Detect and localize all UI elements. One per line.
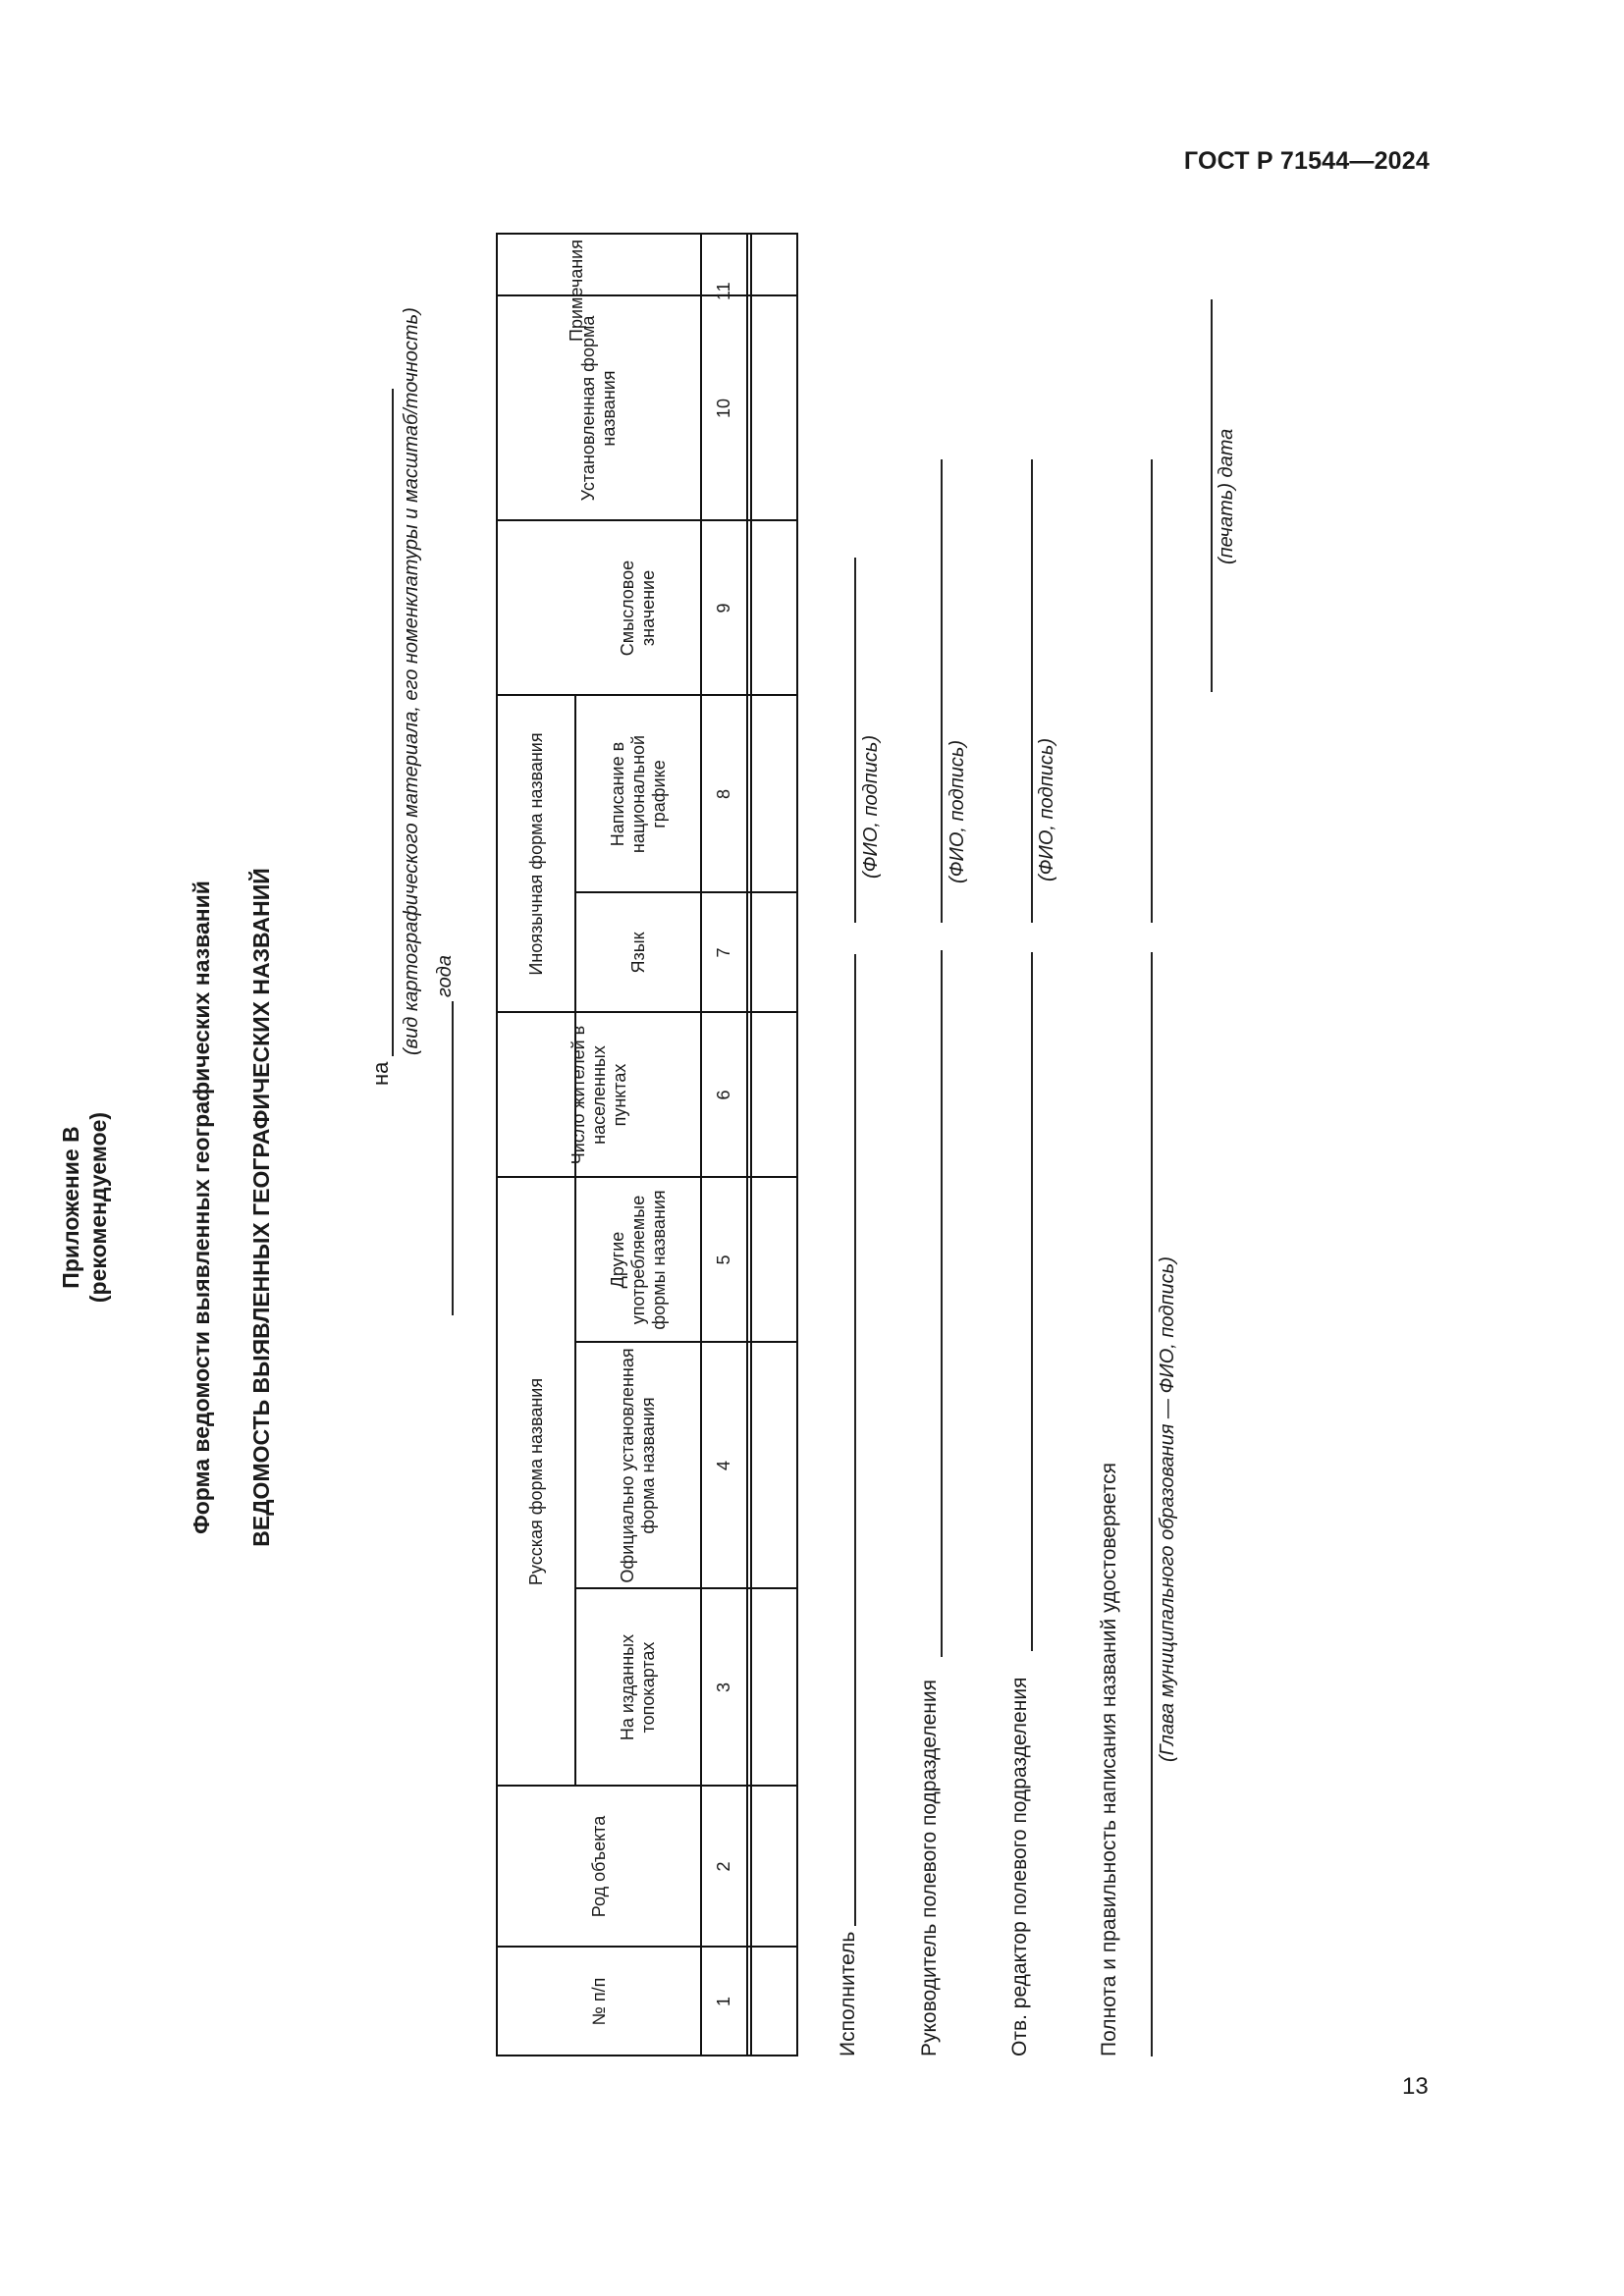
appendix-status: (рекомендуемое) bbox=[85, 1111, 111, 1304]
header-other-forms: Другие употребляемые формы названия bbox=[607, 1190, 669, 1330]
column-number: 2 bbox=[714, 1861, 733, 1872]
rotated-form-page bbox=[0, 294, 1286, 2120]
executor-underline-2 bbox=[854, 558, 856, 923]
column-number: 8 bbox=[714, 789, 733, 800]
column-number: 3 bbox=[714, 1682, 733, 1693]
header-meaning: Смысловое значение bbox=[618, 560, 658, 657]
table-rule bbox=[750, 233, 752, 298]
header-population: Число жителей в населенных пунктах bbox=[568, 1025, 629, 1165]
fio-caption-field-head: (ФИО, подпись) bbox=[947, 739, 968, 883]
header-language: Язык bbox=[627, 932, 648, 974]
column-number: 1 bbox=[714, 1997, 733, 2007]
municipal-head-caption: (Глава муниципального образования — ФИО, подпись) bbox=[1157, 1256, 1178, 1762]
stamp-date-underline bbox=[1211, 299, 1213, 692]
column-number: 9 bbox=[714, 603, 733, 614]
column-number: 7 bbox=[714, 947, 733, 958]
header-national-script: Написание в национальной графике bbox=[607, 734, 669, 854]
column-number: 5 bbox=[714, 1255, 733, 1265]
table-border bbox=[796, 233, 798, 2056]
header-group-foreign: Иноязычная форма названия bbox=[525, 732, 546, 976]
column-number: 4 bbox=[714, 1461, 733, 1471]
subject-prefix: на bbox=[368, 1061, 393, 1086]
column-number: 10 bbox=[714, 398, 733, 419]
header-number: № п/п bbox=[588, 1977, 609, 2026]
material-underline bbox=[392, 389, 394, 1056]
executor-underline bbox=[854, 954, 856, 1926]
header-object-type: Род объекта bbox=[588, 1815, 609, 1918]
field-head-underline bbox=[941, 950, 943, 1657]
field-editor-label: Отв. редактор полевого подразделения bbox=[1008, 1677, 1031, 2056]
page-number: 13 bbox=[1402, 2073, 1429, 2100]
document-title: ВЕДОМОСТЬ ВЫЯВЛЕННЫХ ГЕОГРАФИЧЕСКИХ НАЗВАНИЙ bbox=[248, 868, 274, 1547]
field-head-underline-2 bbox=[941, 459, 943, 923]
standard-designation: ГОСТ Р 71544—2024 bbox=[1183, 147, 1430, 175]
certification-label: Полнота и правильность написания названий удостоверяется bbox=[1098, 1462, 1120, 2056]
stamp-date-caption: (печать) дата bbox=[1216, 428, 1237, 564]
header-published-maps: На изданных топокартах bbox=[618, 1633, 658, 1741]
form-title: Форма ведомости выявленных географических названий bbox=[189, 881, 214, 1534]
header-established-form: Установленная форма названия bbox=[578, 315, 619, 502]
material-caption: (вид картографического материала, его номенклатуры и масштаб/точность) bbox=[401, 307, 422, 1055]
column-number: 11 bbox=[714, 282, 733, 300]
table-border bbox=[796, 233, 798, 298]
field-head-label: Руководитель полевого подразделения bbox=[918, 1680, 941, 2056]
fio-caption-executor: (ФИО, подпись) bbox=[860, 734, 882, 879]
column-number: 6 bbox=[714, 1090, 733, 1100]
table-rule bbox=[700, 233, 702, 298]
header-notes: Примечания bbox=[566, 240, 586, 342]
field-editor-underline bbox=[1031, 952, 1033, 1651]
fio-caption-field-editor: (ФИО, подпись) bbox=[1036, 737, 1057, 881]
field-editor-underline-2 bbox=[1031, 459, 1033, 923]
executor-label: Исполнитель bbox=[837, 1931, 859, 2056]
table-rule bbox=[746, 233, 748, 298]
header-group-russian: Русская форма названия bbox=[525, 1377, 546, 1586]
year-underline bbox=[452, 1001, 454, 1315]
appendix-title: Приложение В bbox=[58, 1126, 83, 1289]
year-caption: года bbox=[434, 955, 456, 997]
header-official-form: Официально установленная форма названия bbox=[618, 1348, 658, 1583]
certification-underline bbox=[1151, 952, 1153, 2056]
certification-underline-2 bbox=[1151, 459, 1153, 923]
